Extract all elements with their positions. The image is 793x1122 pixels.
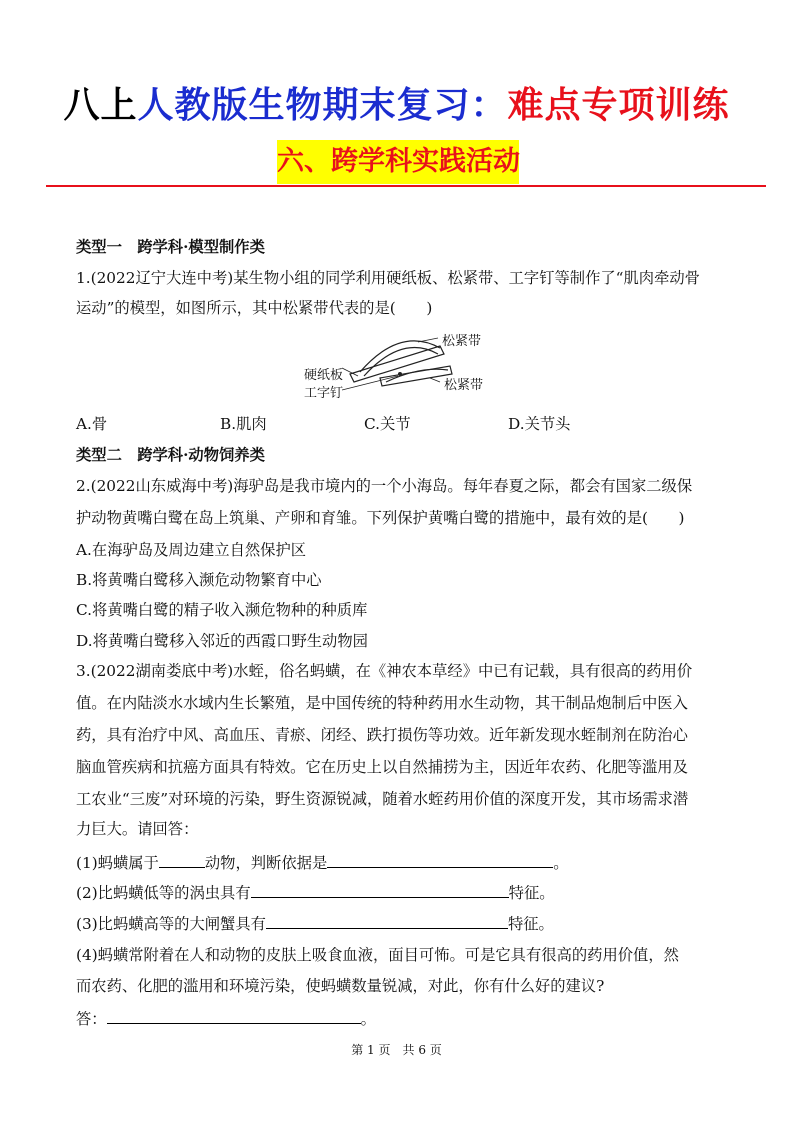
q3-sub1-end: 。 [553, 854, 569, 872]
q3-line3: 药，具有治疗中风、高血压、青瘀、闭经、跌打损伤等功效。近年新发现水蛭制剂在防治心 [76, 726, 688, 744]
q1-option-d: D.关节头 [508, 415, 571, 433]
q3-line1: 3.(2022湖南娄底中考)水蛭，俗名蚂蟥，在《神农本草经》中已有记载，具有很高的药用价 [76, 662, 693, 680]
q3-sub1-middle: 动物，判断依据是 [204, 854, 328, 872]
q3-sub4-line2: 而农药、化肥的滥用和环境污染，使蚂蟥数量锐减，对此，你有什么好的建议? [76, 977, 605, 995]
q3-sub3-prefix: (3)比蚂蟥高等的大闸蟹具有 [76, 915, 266, 933]
title-part-topic: 难点专项训练 [507, 85, 730, 126]
page-title [0, 84, 793, 128]
answer-end: 。 [360, 1010, 376, 1028]
label-thumbtack: 工字钉 [304, 386, 344, 401]
type1-heading: 类型一 跨学科·模型制作类 [76, 238, 265, 256]
q3-line4: 脑血管疾病和抗癌方面具有特效。它在历史上以自然捕捞为主，因近年农药、化肥等滥用及 [76, 758, 688, 776]
label-elastic-band-bottom: 松紧带 [444, 378, 484, 393]
q3-sub1-blank2[interactable] [327, 852, 553, 868]
title-divider [46, 185, 766, 187]
q3-line6: 力巨大。请回答： [76, 820, 199, 838]
q3-line5: 工农业“三废”对环境的污染，野生资源锐减，随着水蛭药用价值的深度开发，其市场需求潜 [76, 790, 689, 808]
q2-line2: 护动物黄嘴白鹭在岛上筑巢、产卵和育雏。下列保护黄嘴白鹭的措施中，最有效的是( ) [76, 509, 685, 527]
q2-option-c: C.将黄嘴白鹭的精子收入濒危物种的种质库 [76, 601, 368, 619]
q2-option-a: A.在海驴岛及周边建立自然保护区 [76, 541, 307, 559]
q3-sub1-blank1[interactable] [159, 852, 205, 868]
q3-line2: 值。在内陆淡水水域内生长繁殖，是中国传统的特种药用水生动物，其干制品炮制后中医入 [76, 694, 688, 712]
label-cardboard: 硬纸板 [304, 368, 344, 383]
page-footer: 第 1 页 共 6 页 [351, 1043, 442, 1057]
q3-sub2 [76, 882, 555, 903]
q1-option-a: A.骨 [76, 415, 108, 433]
title-part-edition: 人教版生物期末复习： [137, 85, 508, 126]
q3-sub1-prefix: (1)蚂蟥属于 [76, 854, 159, 872]
answer-blank[interactable] [107, 1008, 361, 1024]
q3-sub2-end: 特征。 [508, 884, 555, 902]
q1-option-b: B.肌肉 [220, 415, 267, 433]
type2-heading: 类型二 跨学科·动物饲养类 [76, 446, 265, 464]
answer-label: 答： [76, 1010, 107, 1028]
section-subtitle: 六、跨学科实践活动 [277, 140, 519, 184]
q2-line1: 2.(2022山东威海中考)海驴岛是我市境内的一个小海岛。每年春夏之际，都会有国家二级保 [76, 477, 693, 495]
q3-sub4-line1: (4)蚂蟥常附着在人和动物的皮肤上吸食血液，面目可怖。可是它具有很高的药用价值，然 [76, 946, 679, 964]
muscle-model-figure [290, 326, 510, 406]
q1-option-c: C.关节 [364, 415, 411, 433]
label-elastic-band-top: 松紧带 [442, 334, 482, 349]
q3-sub2-blank[interactable] [251, 882, 509, 898]
title-part-grade: 八上 [63, 85, 138, 126]
q3-sub3-blank[interactable] [266, 913, 508, 929]
q2-option-b: B.将黄嘴白鹭移入濒危动物繁育中心 [76, 571, 322, 589]
q3-sub3 [76, 913, 554, 934]
q3-answer [76, 1008, 376, 1029]
q1-line1: 1.(2022辽宁大连中考)某生物小组的同学利用硬纸板、松紧带、工字钉等制作了“肌肉牵动骨 [76, 269, 700, 287]
q3-sub3-end: 特征。 [507, 915, 554, 933]
q3-sub2-prefix: (2)比蚂蟥低等的涡虫具有 [76, 884, 251, 902]
q3-sub1 [76, 852, 569, 873]
q1-line2: 运动”的模型，如图所示，其中松紧带代表的是( ) [76, 299, 433, 317]
q2-option-d: D.将黄嘴白鹭移入邻近的西霞口野生动物园 [76, 632, 368, 650]
